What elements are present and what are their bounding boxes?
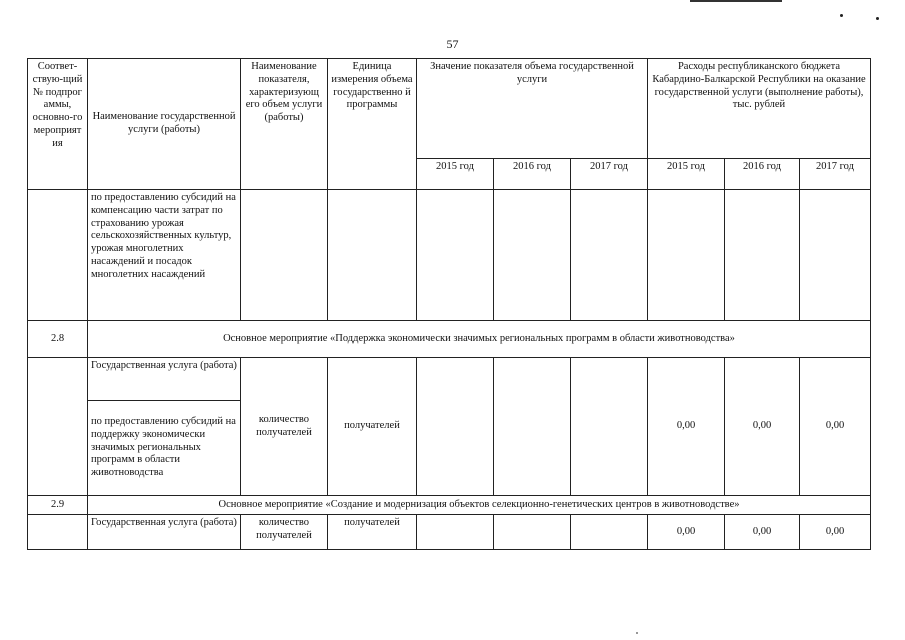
- header-volume-year: 2016 год: [494, 159, 571, 190]
- row-expense: 0,00: [725, 358, 800, 496]
- row-indicator: количество получателей: [241, 515, 328, 550]
- header-indicator: Наименование показателя, характеризующ его объем услуги (работы): [241, 59, 328, 190]
- table-row: [28, 515, 871, 550]
- row-value: [417, 358, 494, 496]
- row-value: [571, 358, 648, 496]
- row-value: [725, 190, 800, 321]
- row-expense: 0,00: [800, 358, 871, 496]
- row-value: [648, 190, 725, 321]
- section-code: 2.8: [28, 321, 88, 358]
- row-code: [28, 401, 88, 496]
- row-expense: 0,00: [648, 358, 725, 496]
- row-service: Государственная услуга (работа): [88, 515, 241, 550]
- header-expense-year: 2016 год: [725, 159, 800, 190]
- section-title: Основное мероприятие «Создание и модернизация объектов селекционно-генетических центров в животноводстве»: [88, 496, 871, 515]
- row-expense: 0,00: [648, 515, 725, 550]
- row-code: [28, 190, 88, 321]
- row-value: [494, 515, 571, 550]
- table-row: [28, 190, 871, 321]
- table-row: [28, 358, 871, 401]
- row-value: [417, 190, 494, 321]
- header-unit: Единица измерения объема государственно й программы: [328, 59, 417, 190]
- services-table: [27, 58, 871, 550]
- header-volume-year: 2017 год: [571, 159, 648, 190]
- scan-artifact-line: [690, 0, 782, 2]
- row-value: [571, 190, 648, 321]
- header-service: Наименование государственной услуги (работы): [88, 59, 241, 190]
- header-volume-year: 2015 год: [417, 159, 494, 190]
- row-value: [494, 190, 571, 321]
- header-code: Соответ-ствую-щий № подпрог аммы, основно-го мероприят ия: [28, 59, 88, 190]
- section-code: 2.9: [28, 496, 88, 515]
- header-expense-year: 2017 год: [800, 159, 871, 190]
- row-indicator: [241, 190, 328, 321]
- header-volume: Значение показателя объема государственной услуги: [417, 59, 648, 159]
- page-number: 57: [446, 37, 459, 51]
- scan-artifact-dot: [636, 632, 638, 634]
- row-service: по предоставлению субсидий на компенсацию части затрат по страхованию урожая сельскохозяйственных культур, урожая многолетних насаждений и посадок многолетних насаждений: [88, 190, 241, 321]
- row-value: [800, 190, 871, 321]
- section-title: Основное мероприятие «Поддержка экономически значимых региональных программ в области животноводства»: [88, 321, 871, 358]
- row-value: [571, 515, 648, 550]
- row-expense: 0,00: [800, 515, 871, 550]
- row-service-head: Государственная услуга (работа): [88, 358, 241, 401]
- header-expense-year: 2015 год: [648, 159, 725, 190]
- row-service: по предоставлению субсидий на поддержку экономически значимых региональных программ в области животноводства: [88, 401, 241, 496]
- row-code: [28, 358, 88, 401]
- row-indicator: количество получателей: [241, 358, 328, 496]
- row-value: [494, 358, 571, 496]
- row-unit: [328, 190, 417, 321]
- scan-artifact-dot: [840, 14, 843, 17]
- section-row: [28, 496, 871, 515]
- row-value: [417, 515, 494, 550]
- scan-artifact-dot: [876, 17, 879, 20]
- row-unit: получателей: [328, 358, 417, 496]
- section-row: [28, 321, 871, 358]
- row-unit: получателей: [328, 515, 417, 550]
- header-expenses: Расходы республиканского бюджета Кабардино-Балкарской Республики на оказание государственной услуги (выполнение работы), тыс. рублей: [648, 59, 871, 159]
- row-expense: 0,00: [725, 515, 800, 550]
- row-code: [28, 515, 88, 550]
